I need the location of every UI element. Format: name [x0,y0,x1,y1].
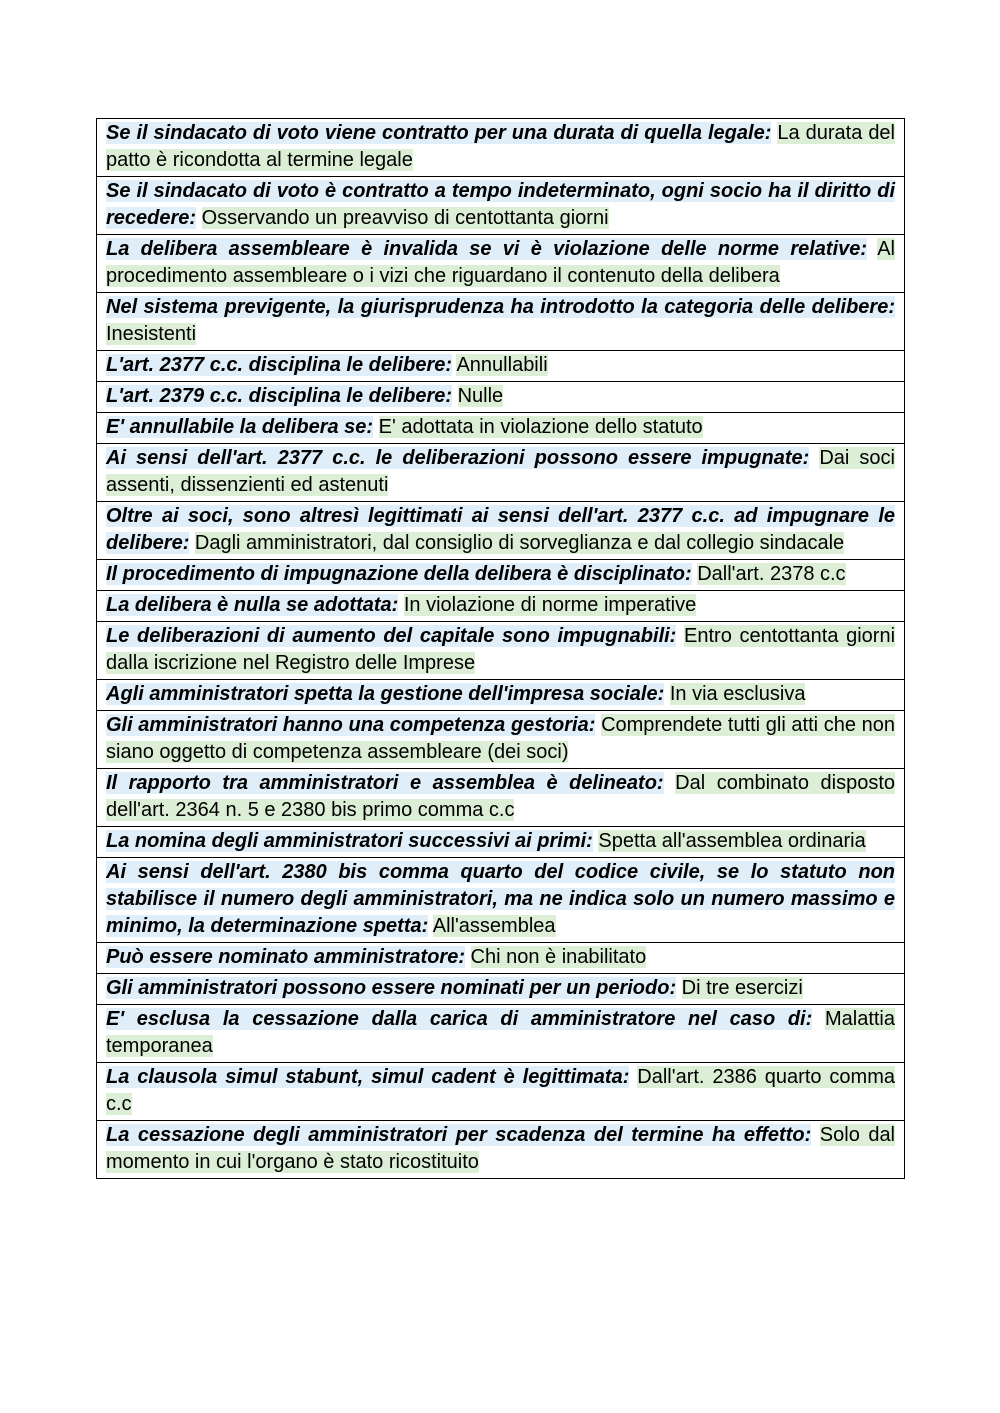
answer-text: Al procedimento assembleare o i vizi che riguardano il contenuto della delibera [106,238,896,287]
question-text: Ai sensi dell'art. 2377 c.c. le deliberazioni possono essere impugnate: [106,447,810,469]
qa-row [97,769,904,827]
question-text: E' esclusa la cessazione dalla carica di amministratore nel caso di: [106,1008,813,1030]
question-text: Ai sensi dell'art. 2380 bis comma quarto del codice civile, se lo statuto non stabilisce il numero degli amministratori, ma ne indica solo un numero massimo e minimo, la determinazione spetta: [106,861,895,937]
question-text: Se il sindacato di voto viene contratto per una durata di quella legale: [106,122,772,144]
answer-text: Comprendete tutti gli atti che non siano oggetto di competenza assembleare (dei soci) [106,714,895,763]
question-text: Agli amministratori spetta la gestione dell'impresa sociale: [106,683,665,705]
question-text: La clausola simul stabunt, simul cadent è legittimata: [106,1066,630,1088]
qa-row [97,1121,904,1178]
answer-text: Dagli amministratori, dal consiglio di sorveglianza e dal collegio sindacale [194,532,845,554]
answer-text: Inesistenti [106,323,197,345]
question-text: L'art. 2379 c.c. disciplina le delibere: [106,385,453,407]
qa-row [97,560,904,591]
answer-text: Solo dal momento in cui l'organo è stato ricostituito [106,1124,896,1173]
question-text: La delibera è nulla se adottata: [106,594,399,616]
question-text: Il procedimento di impugnazione della delibera è disciplinato: [106,563,692,585]
question-text: Se il sindacato di voto è contratto a tempo indeterminato, ogni socio ha il diritto di recedere: [106,180,895,229]
qa-row [97,711,904,769]
answer-text: Dai soci assenti, dissenzienti ed astenuti [106,447,895,496]
question-text: Oltre ai soci, sono altresì legittimati ai sensi dell'art. 2377 c.c. ad impugnare le delibere: [106,505,895,554]
answer-text: Dall'art. 2386 quarto comma c.c [106,1066,896,1115]
qa-table [96,118,905,1179]
qa-row [97,680,904,711]
question-text: Può essere nominato amministratore: [106,946,465,968]
answer-text: In via esclusiva [669,683,806,705]
answer-text: E' adottata in violazione dello statuto [378,416,703,438]
qa-row [97,382,904,413]
answer-text: Di tre esercizi [681,977,803,999]
answer-text: All'assemblea [432,915,556,937]
question-text: E' annullabile la delibera se: [106,416,374,438]
qa-row [97,1005,904,1063]
question-text: La cessazione degli amministratori per scadenza del termine ha effetto: [106,1124,812,1146]
qa-row [97,444,904,502]
answer-text: Entro centottanta giorni dalla iscrizione nel Registro delle Imprese [106,625,896,674]
qa-row [97,827,904,858]
answer-text: Nulle [457,385,504,407]
answer-text: Dal combinato disposto dell'art. 2364 n. 5 e 2380 bis primo comma c.c [106,772,895,821]
qa-row [97,502,904,560]
answer-text: La durata del patto è ricondotta al termine legale [106,122,896,171]
question-text: Le deliberazioni di aumento del capitale sono impugnabili: [106,625,677,647]
answer-text: Dall'art. 2378 c.c [697,563,846,585]
question-text: Il rapporto tra amministratori e assemblea è delineato: [106,772,664,794]
qa-row [97,974,904,1005]
question-text: L'art. 2377 c.c. disciplina le delibere: [106,354,453,376]
answer-text: Annullabili [456,354,548,376]
qa-row [97,943,904,974]
answer-text: Spetta all'assemblea ordinaria [598,830,866,852]
question-text: Nel sistema previgente, la giurisprudenza ha introdotto la categoria delle delibere: [106,296,895,318]
qa-row [97,293,904,351]
answer-text: Chi non è inabilitato [470,946,647,968]
qa-row [97,1063,904,1121]
qa-row [97,351,904,382]
qa-row [97,591,904,622]
qa-row [97,413,904,444]
answer-text: In violazione di norme imperative [403,594,697,616]
question-text: La nomina degli amministratori successivi ai primi: [106,830,593,852]
qa-row [97,119,904,177]
qa-row [97,235,904,293]
answer-text: Malattia temporanea [106,1008,895,1057]
answer-text: Osservando un preavviso di centottanta giorni [201,207,609,229]
qa-row [97,622,904,680]
question-text: Gli amministratori hanno una competenza gestoria: [106,714,596,736]
question-text: La delibera assembleare è invalida se vi è violazione delle norme relative: [106,238,868,260]
qa-row [97,177,904,235]
qa-row [97,858,904,943]
question-text: Gli amministratori possono essere nominati per un periodo: [106,977,677,999]
